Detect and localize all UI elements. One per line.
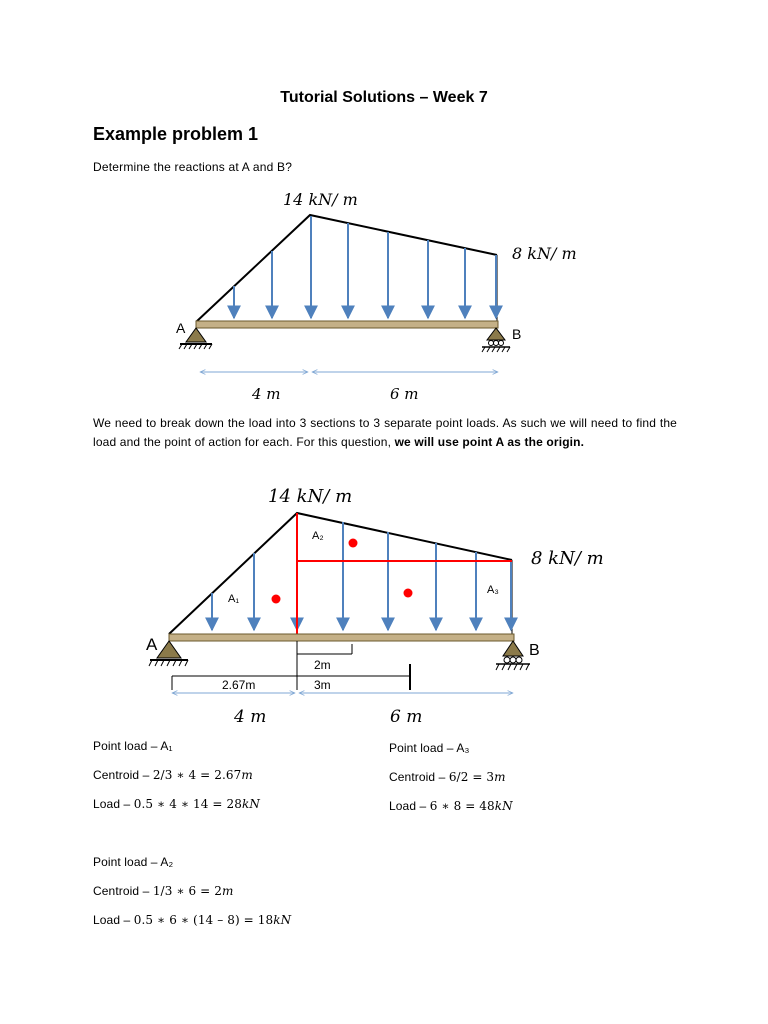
- page-title: Tutorial Solutions – Week 7: [280, 89, 488, 106]
- question-text: Determine the reactions at A and B?: [93, 160, 293, 174]
- load-label-14-2: 14 kN/ m: [268, 486, 353, 507]
- span-label-6m-2: 6 m: [390, 707, 423, 727]
- beam-1: [196, 321, 498, 328]
- area-label-a1: A₁: [228, 593, 240, 605]
- dim-label-2m: 2m: [314, 658, 331, 672]
- load-label-8-2: 8 kN/ m: [531, 548, 604, 569]
- a3-centroid-unit: m: [494, 770, 506, 784]
- area-label-a3: A₃: [487, 584, 499, 596]
- a3-load-unit: kN: [494, 799, 513, 813]
- paragraph-text: We need to break down the load into 3 sections to 3 separate point loads. As such we will need to find the load and the point of action for each. For this question,: [93, 416, 677, 449]
- a2-centroid-label: Centroid –: [93, 884, 150, 898]
- load-outline-1: [196, 215, 497, 322]
- a2-load: [93, 913, 291, 927]
- dim-label-3m: 3m: [314, 678, 331, 692]
- pin-support-a-2: [149, 641, 188, 666]
- centroid-a1: [272, 595, 281, 604]
- centroid-a2: [349, 539, 358, 548]
- paragraph-bold-text: we will use point A as the origin.: [394, 435, 585, 449]
- a1-load-label: Load –: [93, 797, 131, 811]
- a1-centroid-unit: m: [241, 768, 253, 782]
- a1-centroid-expr: 2/3 ∗ 4 = 2.67: [152, 768, 242, 782]
- a1-load: [93, 797, 260, 811]
- support-label-b-2: B: [529, 642, 540, 659]
- area-label-a2: A₂: [312, 530, 324, 542]
- dim-label-267m: 2.67m: [222, 678, 256, 692]
- a2-load-label: Load –: [93, 913, 131, 927]
- span-label-6m-1: 6 m: [390, 385, 419, 403]
- load-label-8-1: 8 kN/ m: [512, 244, 577, 263]
- a2-centroid-unit: m: [221, 884, 234, 898]
- a3-centroid-expr: 6/2 = 3: [448, 770, 495, 784]
- a1-load-expr: 0.5 ∗ 4 ∗ 14 = 28: [133, 797, 242, 811]
- a2-heading: Point load – A₂: [93, 855, 174, 869]
- span-label-4m-1: 4 m: [252, 385, 281, 403]
- a3-load: [389, 799, 513, 813]
- a1-load-unit: kN: [241, 797, 260, 811]
- a3-heading: Point load – A₃: [389, 741, 470, 755]
- a1-centroid-label: Centroid –: [93, 768, 150, 782]
- support-label-b-1: B: [512, 326, 522, 342]
- load-outline-2: [169, 513, 512, 634]
- a3-load-label: Load –: [389, 799, 427, 813]
- pin-support-a-1: [179, 328, 212, 349]
- centroid-a3: [404, 589, 413, 598]
- support-label-a-2: A: [146, 635, 158, 654]
- explanation-paragraph: [93, 414, 677, 452]
- a2-load-unit: kN: [273, 913, 292, 927]
- load-label-14-1: 14 kN/ m: [283, 190, 358, 209]
- beam-2: [169, 634, 514, 641]
- a1-centroid: [93, 768, 253, 782]
- roller-support-b-2: [496, 641, 530, 670]
- load-arrows-2: [212, 514, 511, 630]
- load-arrows-1: [234, 216, 496, 318]
- a2-centroid: [93, 884, 233, 898]
- a1-heading: Point load – A₁: [93, 739, 173, 753]
- roller-support-b-1: [482, 328, 510, 352]
- span-label-4m-2: 4 m: [234, 707, 267, 727]
- a3-centroid: [389, 770, 506, 784]
- support-label-a-1: A: [176, 320, 186, 336]
- a2-load-expr: 0.5 ∗ 6 ∗ (14 – 8) = 18: [133, 913, 274, 927]
- a3-load-expr: 6 ∗ 8 = 48: [429, 799, 495, 813]
- dimension-brackets: [172, 641, 410, 690]
- a3-centroid-label: Centroid –: [389, 770, 446, 784]
- a2-centroid-expr: 1/3 ∗ 6 = 2: [152, 884, 222, 898]
- section-title: Example problem 1: [93, 124, 259, 144]
